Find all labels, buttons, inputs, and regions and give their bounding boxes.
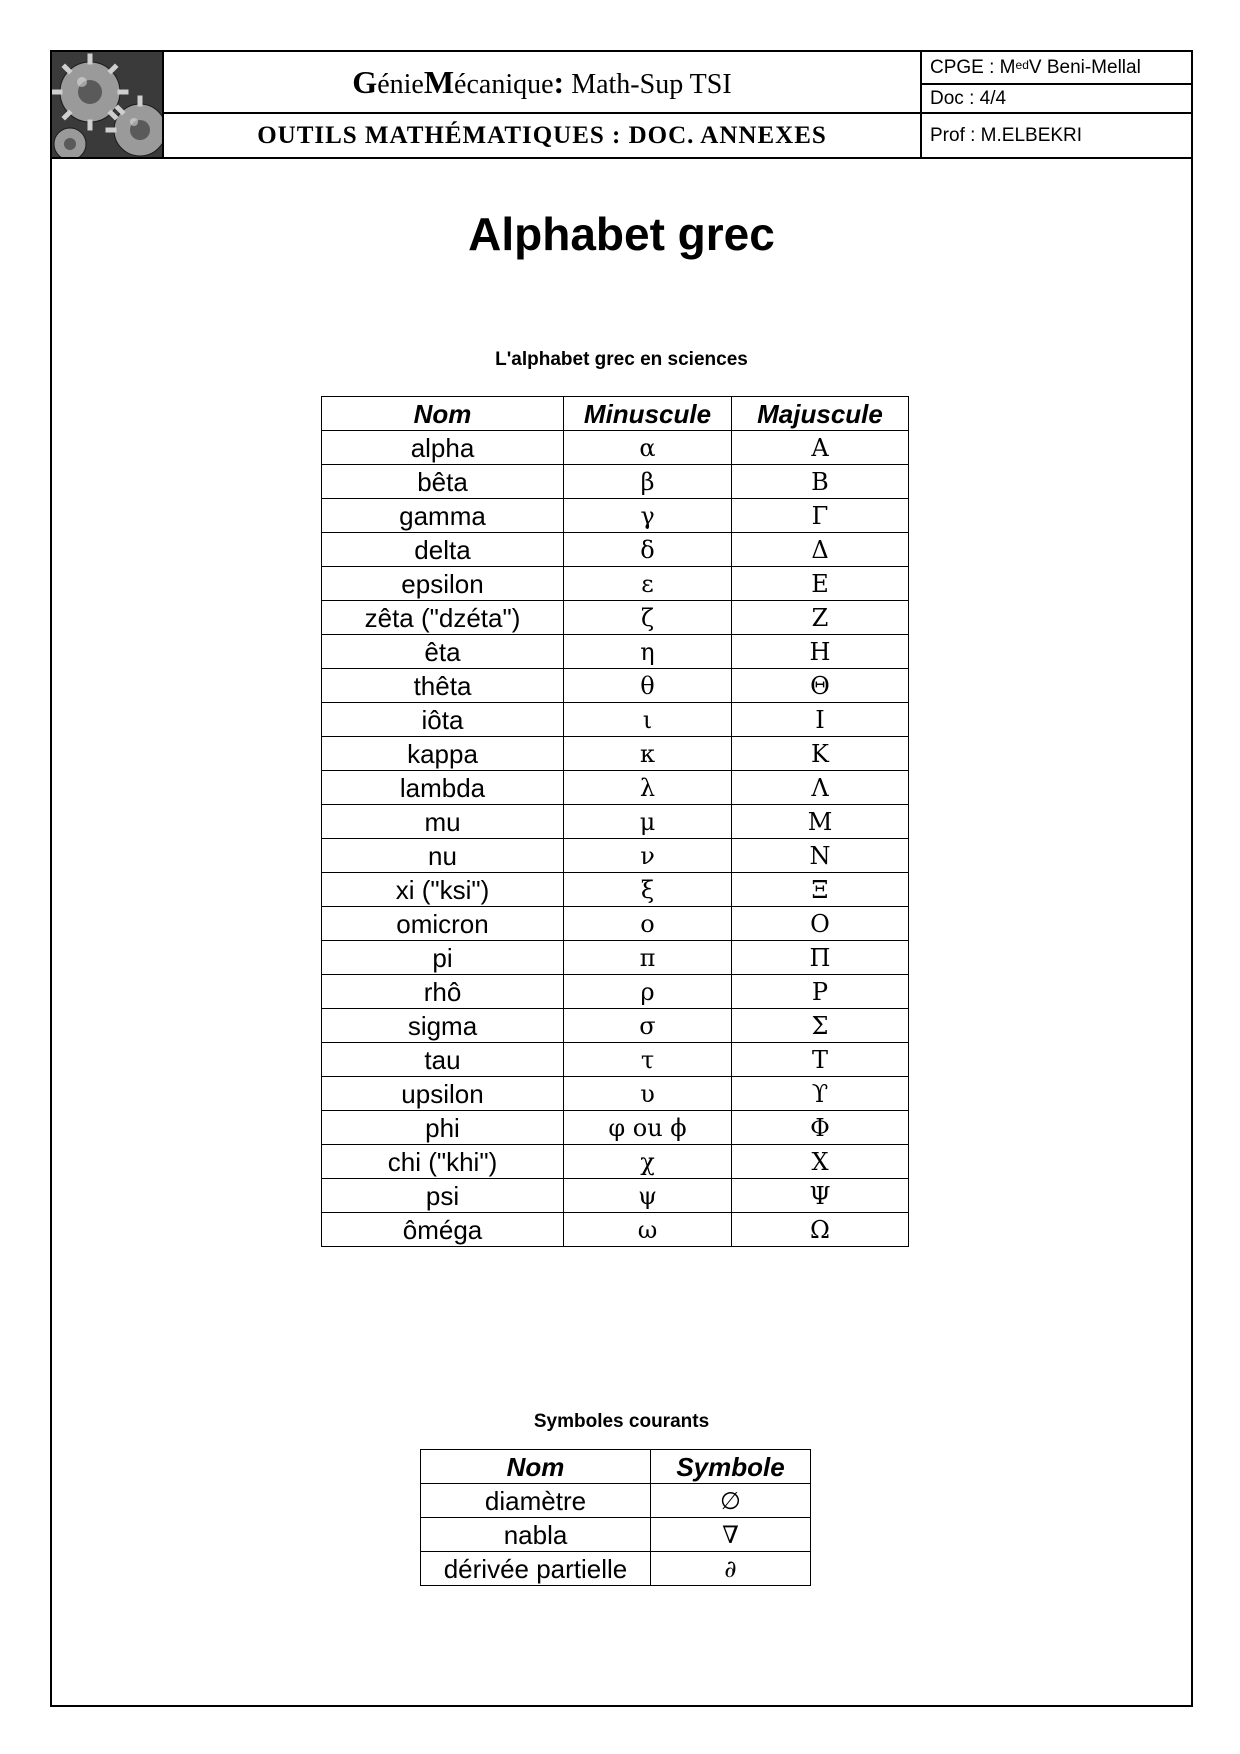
uppercase-cell: K	[732, 737, 909, 771]
symbols-table	[420, 1449, 811, 1586]
table-row	[322, 703, 909, 737]
header-subtitle: OUTILS MATHÉMATIQUES : DOC. ANNEXES	[164, 114, 922, 157]
letter-name-cell: rhô	[322, 975, 564, 1009]
table-row	[322, 975, 909, 1009]
column-header: Minuscule	[564, 397, 732, 431]
lowercase-cell: ψ	[564, 1179, 732, 1213]
table-row	[322, 771, 909, 805]
table-row	[322, 839, 909, 873]
lowercase-cell: μ	[564, 805, 732, 839]
uppercase-cell: N	[732, 839, 909, 873]
page-frame	[50, 50, 1193, 1707]
symbols-table-caption: Symboles courants	[533, 1411, 710, 1432]
greek-alphabet-table	[321, 396, 909, 1247]
table-row	[322, 1043, 909, 1077]
table-row	[322, 1179, 909, 1213]
letter-name-cell: omicron	[322, 907, 564, 941]
letter-name-cell: pi	[322, 941, 564, 975]
symbol-cell: ∅	[651, 1484, 811, 1518]
uppercase-cell: A	[732, 431, 909, 465]
uppercase-cell: Ξ	[732, 873, 909, 907]
table-row	[322, 567, 909, 601]
table-row	[322, 737, 909, 771]
column-header: Majuscule	[732, 397, 909, 431]
uppercase-cell: Σ	[732, 1009, 909, 1043]
gears-icon	[52, 52, 164, 157]
title-part: Génie	[352, 63, 424, 100]
uppercase-cell: Λ	[732, 771, 909, 805]
lowercase-cell: ξ	[564, 873, 732, 907]
uppercase-cell: Θ	[732, 669, 909, 703]
symbol-cell: ∇	[651, 1518, 811, 1552]
uppercase-cell: Ω	[732, 1213, 909, 1247]
lowercase-cell: ο	[564, 907, 732, 941]
lowercase-cell: ι	[564, 703, 732, 737]
letter-name-cell: gamma	[322, 499, 564, 533]
table-header-row	[421, 1450, 811, 1484]
lowercase-cell: κ	[564, 737, 732, 771]
lowercase-cell: ν	[564, 839, 732, 873]
lowercase-cell: υ	[564, 1077, 732, 1111]
greek-table-caption: L'alphabet grec en sciences	[495, 349, 748, 370]
table-row	[322, 431, 909, 465]
uppercase-cell: Π	[732, 941, 909, 975]
uppercase-cell: Δ	[732, 533, 909, 567]
letter-name-cell: epsilon	[322, 567, 564, 601]
letter-name-cell: psi	[322, 1179, 564, 1213]
page-title: Alphabet grec	[468, 208, 775, 260]
uppercase-cell: X	[732, 1145, 909, 1179]
lowercase-cell: δ	[564, 533, 732, 567]
letter-name-cell: alpha	[322, 431, 564, 465]
lowercase-cell: η	[564, 635, 732, 669]
table-row	[322, 499, 909, 533]
lowercase-cell: ρ	[564, 975, 732, 1009]
column-header: Nom	[322, 397, 564, 431]
symbol-name-cell: diamètre	[421, 1484, 651, 1518]
symbol-name-cell: nabla	[421, 1518, 651, 1552]
title-part: Mécanique	[423, 63, 554, 100]
letter-name-cell: tau	[322, 1043, 564, 1077]
symbol-cell: ∂	[651, 1552, 811, 1586]
table-row	[322, 601, 909, 635]
lowercase-cell: ε	[564, 567, 732, 601]
uppercase-cell: ϒ	[732, 1077, 909, 1111]
lowercase-cell: α	[564, 431, 732, 465]
letter-name-cell: thêta	[322, 669, 564, 703]
header-title	[164, 52, 922, 114]
letter-name-cell: lambda	[322, 771, 564, 805]
uppercase-cell: E	[732, 567, 909, 601]
letter-name-cell: delta	[322, 533, 564, 567]
lowercase-cell: σ	[564, 1009, 732, 1043]
uppercase-cell: B	[732, 465, 909, 499]
uppercase-cell: I	[732, 703, 909, 737]
header-prof: Prof : M.ELBEKRI	[930, 124, 1083, 146]
letter-name-cell: iôta	[322, 703, 564, 737]
lowercase-cell: χ	[564, 1145, 732, 1179]
table-row	[421, 1484, 811, 1518]
uppercase-cell: Ψ	[732, 1179, 909, 1213]
letter-name-cell: nu	[322, 839, 564, 873]
uppercase-cell: M	[732, 805, 909, 839]
uppercase-cell: Z	[732, 601, 909, 635]
column-header: Nom	[421, 1450, 651, 1484]
lowercase-cell: τ	[564, 1043, 732, 1077]
gears-logo-graphic	[52, 52, 162, 157]
symbol-name-cell: dérivée partielle	[421, 1552, 651, 1586]
uppercase-cell: O	[732, 907, 909, 941]
letter-name-cell: sigma	[322, 1009, 564, 1043]
lowercase-cell: π	[564, 941, 732, 975]
letter-name-cell: kappa	[322, 737, 564, 771]
letter-name-cell: zêta ("dzéta")	[322, 601, 564, 635]
lowercase-cell: ζ	[564, 601, 732, 635]
uppercase-cell: Γ	[732, 499, 909, 533]
table-row	[322, 1111, 909, 1145]
table-row	[322, 533, 909, 567]
uppercase-cell: H	[732, 635, 909, 669]
header-cpge: CPGE : M $^{ed}$ V Beni-Mellal	[922, 52, 1193, 85]
letter-name-cell: xi ("ksi")	[322, 873, 564, 907]
table-row	[322, 1213, 909, 1247]
uppercase-cell: P	[732, 975, 909, 1009]
table-row	[322, 805, 909, 839]
table-row	[322, 465, 909, 499]
letter-name-cell: chi ("khi")	[322, 1145, 564, 1179]
lowercase-cell: λ	[564, 771, 732, 805]
table-row	[322, 873, 909, 907]
table-row	[322, 1009, 909, 1043]
document-header	[52, 52, 1191, 159]
lowercase-cell: θ	[564, 669, 732, 703]
table-row	[421, 1552, 811, 1586]
table-row	[322, 941, 909, 975]
letter-name-cell: bêta	[322, 465, 564, 499]
letter-name-cell: êta	[322, 635, 564, 669]
lowercase-cell: β	[564, 465, 732, 499]
letter-name-cell: mu	[322, 805, 564, 839]
letter-name-cell: upsilon	[322, 1077, 564, 1111]
table-row	[322, 669, 909, 703]
header-doc-number: Doc : 4/4	[922, 85, 1193, 114]
title-part: : Math-Sup TSI	[553, 63, 732, 100]
letter-name-cell: phi	[322, 1111, 564, 1145]
letter-name-cell: ôméga	[322, 1213, 564, 1247]
uppercase-cell: T	[732, 1043, 909, 1077]
uppercase-cell: Φ	[732, 1111, 909, 1145]
table-row	[322, 635, 909, 669]
table-row	[322, 1145, 909, 1179]
table-row	[322, 907, 909, 941]
lowercase-cell: ω	[564, 1213, 732, 1247]
column-header: Symbole	[651, 1450, 811, 1484]
lowercase-cell: γ	[564, 499, 732, 533]
lowercase-cell: φ ou ϕ	[564, 1111, 732, 1145]
table-header-row	[322, 397, 909, 431]
table-row	[421, 1518, 811, 1552]
table-row	[322, 1077, 909, 1111]
